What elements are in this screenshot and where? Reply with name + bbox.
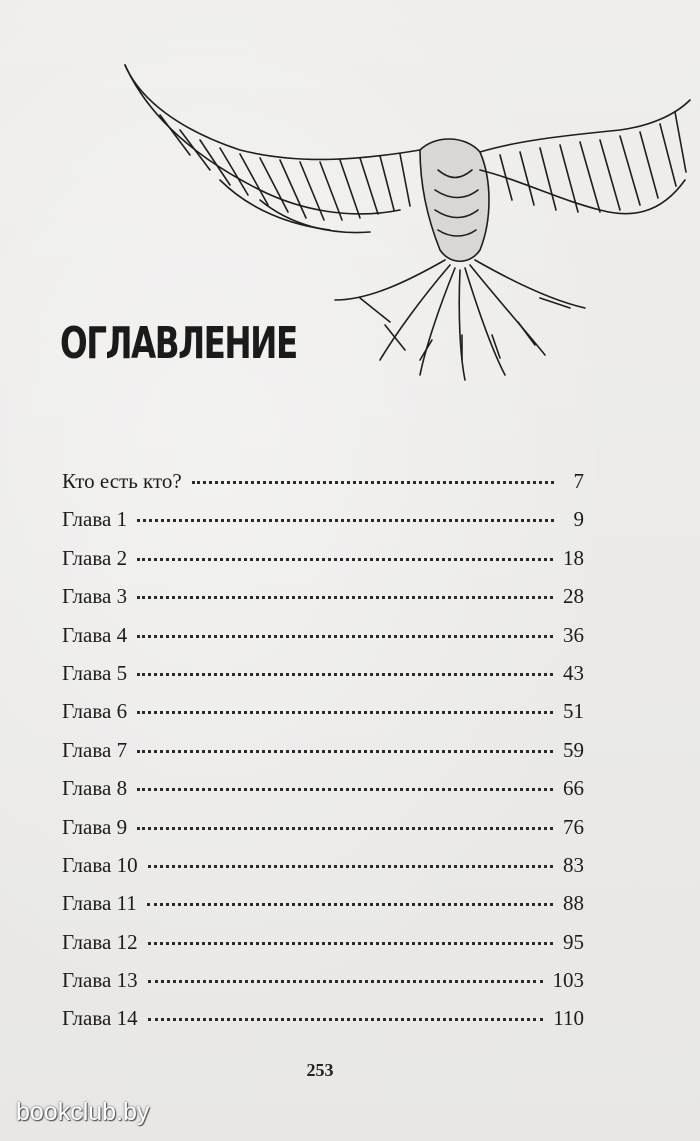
toc-entry-label: Кто есть кто? [62, 469, 182, 493]
watermark-text: bookclub.by [16, 1098, 150, 1126]
toc-entry[interactable] [62, 462, 584, 500]
toc-entry-label: Глава 2 [62, 545, 128, 570]
dot-leader [147, 902, 553, 906]
toc-entry-page: 66 [563, 776, 584, 801]
dot-leader [137, 595, 553, 599]
toc-entry[interactable] [62, 692, 584, 730]
page-number: 253 [306, 1060, 334, 1080]
toc-entry[interactable] [62, 654, 584, 692]
toc-entry-label: Глава 5 [62, 660, 128, 685]
dot-leader [137, 749, 553, 753]
toc-entry-page: 76 [563, 814, 584, 839]
toc-entry-label: Глава 1 [62, 507, 128, 532]
dot-leader [137, 557, 553, 561]
toc-entry[interactable] [62, 999, 584, 1037]
toc-entry[interactable] [62, 808, 584, 846]
toc-entry-page: 36 [563, 622, 584, 647]
toc-entry-page: 83 [563, 852, 584, 877]
toc-entry[interactable] [62, 769, 584, 807]
dot-leader [148, 979, 543, 983]
dot-leader [137, 826, 553, 830]
page-title: ОГЛАВЛЕНИЕ [60, 318, 297, 369]
toc-entry-page: 110 [553, 1006, 584, 1031]
table-of-contents [62, 462, 584, 1038]
toc-entry-page: 88 [563, 891, 584, 916]
toc-entry[interactable] [62, 884, 584, 922]
dot-leader [192, 480, 554, 484]
toc-entry-page: 18 [563, 545, 584, 570]
dot-leader [148, 941, 553, 945]
toc-entry-page: 7 [573, 469, 584, 493]
toc-entry[interactable] [62, 539, 584, 577]
toc-entry-label: Глава 6 [62, 699, 128, 724]
toc-entry-page: 28 [563, 584, 584, 609]
toc-entry-label: Глава 8 [62, 776, 128, 801]
toc-entry[interactable] [62, 846, 584, 884]
toc-entry-label: Глава 12 [62, 929, 138, 954]
toc-entry[interactable] [62, 616, 584, 654]
toc-entry-label: Глава 9 [62, 814, 128, 839]
toc-entry-page: 59 [563, 737, 584, 762]
toc-entry[interactable] [62, 577, 584, 615]
dot-leader [137, 672, 553, 676]
toc-entry[interactable] [62, 961, 584, 999]
dot-leader [137, 787, 553, 791]
toc-entry-label: Глава 3 [62, 584, 128, 609]
toc-entry-page: 43 [563, 660, 584, 685]
dot-leader [148, 864, 553, 868]
toc-entry[interactable] [62, 923, 584, 961]
toc-entry-label: Глава 14 [62, 1006, 138, 1031]
toc-entry-label: Глава 11 [62, 891, 137, 916]
toc-entry-page: 95 [563, 929, 584, 954]
dot-leader [137, 710, 553, 714]
toc-entry-page: 51 [563, 699, 584, 724]
toc-entry-label: Глава 13 [62, 968, 138, 993]
toc-entry[interactable] [62, 731, 584, 769]
toc-entry-label: Глава 7 [62, 737, 128, 762]
toc-entry-page: 103 [552, 968, 584, 993]
dot-leader [148, 1017, 544, 1021]
toc-entry-label: Глава 4 [62, 622, 128, 647]
toc-entry[interactable] [62, 500, 584, 538]
dot-leader [137, 518, 554, 522]
dot-leader [137, 634, 553, 638]
toc-entry-page: 9 [573, 507, 584, 532]
toc-entry-label: Глава 10 [62, 852, 138, 877]
